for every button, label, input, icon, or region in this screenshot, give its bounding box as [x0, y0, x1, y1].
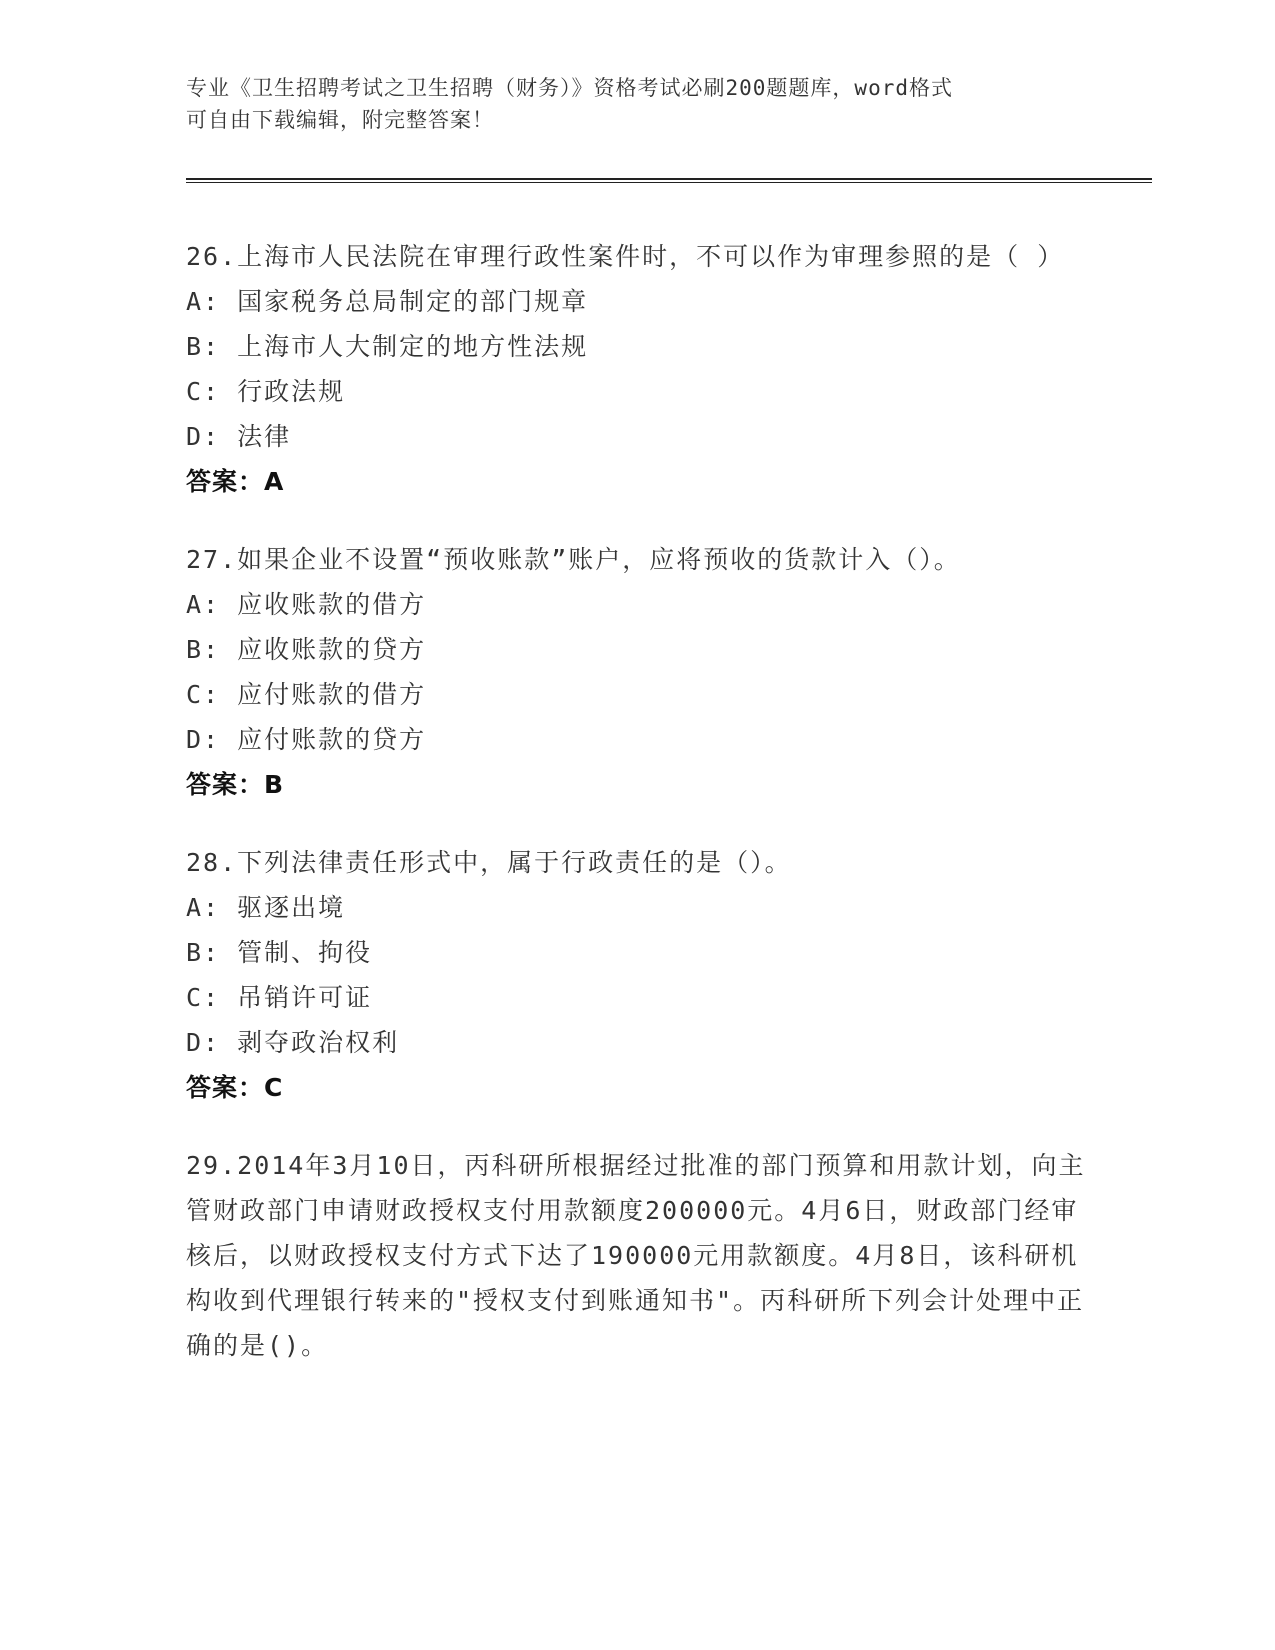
question-text: 28.下列法律责任形式中，属于行政责任的是（）。 — [186, 848, 792, 877]
question-26 — [186, 234, 1086, 504]
question-text: 26.上海市人民法院在审理行政性案件时，不可以作为审理参照的是（ ） — [186, 242, 1065, 271]
answer: 答案：B — [186, 770, 285, 799]
answer: 答案：A — [186, 467, 285, 496]
question-text: 27.如果企业不设置“预收账款”账户，应将预收的货款计入（）。 — [186, 545, 961, 574]
document-header — [186, 72, 1086, 136]
option-b: B: 管制、拘役 — [186, 938, 373, 967]
header-line-1: 专业《卫生招聘考试之卫生招聘（财务）》资格考试必刷200题题库，word格式 — [186, 76, 953, 100]
option-d: D: 法律 — [186, 422, 292, 451]
option-b: B: 应收账款的贷方 — [186, 635, 427, 664]
header-line-2: 可自由下载编辑，附完整答案！ — [186, 108, 494, 132]
option-a: A: 国家税务总局制定的部门规章 — [186, 287, 589, 316]
question-27 — [186, 537, 1086, 807]
answer: 答案：C — [186, 1073, 284, 1102]
question-28 — [186, 840, 1086, 1110]
question-29 — [186, 1143, 1086, 1368]
option-d: D: 应付账款的贷方 — [186, 725, 427, 754]
option-c: C: 吊销许可证 — [186, 983, 373, 1012]
option-c: C: 应付账款的借方 — [186, 680, 427, 709]
option-d: D: 剥夺政治权利 — [186, 1028, 400, 1057]
header-divider-thin — [186, 182, 1152, 183]
option-a: A: 应收账款的借方 — [186, 590, 427, 619]
question-list — [186, 234, 1086, 1401]
question-text: 29.2014年3月10日，丙科研所根据经过批准的部门预算和用款计划，向主管财政部门申请财政授权支付用款额度200000元。4月6日，财政部门经审核后，以财政授权支付方式下达了190000元用款额度。4月8日，该科研机构收到代理银行转来的"授权支付到账通知书"。丙科研所下列会计处理中正确的是()。 — [186, 1151, 1086, 1360]
option-b: B: 上海市人大制定的地方性法规 — [186, 332, 589, 361]
option-a: A: 驱逐出境 — [186, 893, 346, 922]
option-c: C: 行政法规 — [186, 377, 346, 406]
header-divider — [186, 178, 1152, 180]
